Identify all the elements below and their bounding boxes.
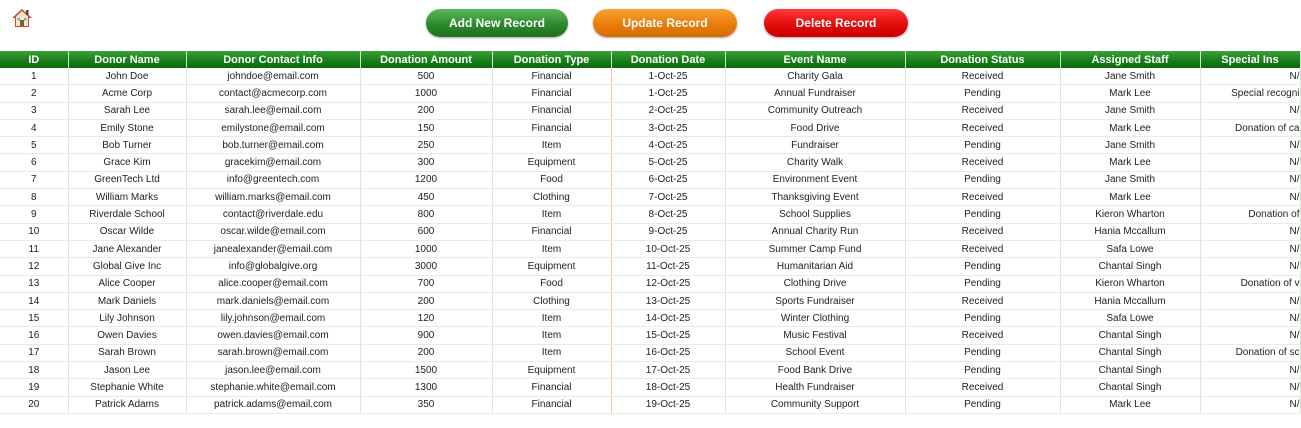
cell-event-name[interactable]: Annual Fundraiser: [725, 85, 905, 102]
cell-assigned-staff[interactable]: Mark Lee: [1060, 396, 1200, 413]
cell-assigned-staff[interactable]: Jane Smith: [1060, 171, 1200, 188]
cell-assigned-staff[interactable]: Safa Lowe: [1060, 240, 1200, 257]
cell-donor-name[interactable]: Grace Kim: [68, 154, 186, 171]
cell-donation-type[interactable]: Financial: [492, 396, 611, 413]
cell-donation-date[interactable]: 15-Oct-25: [611, 327, 725, 344]
cell-event-name[interactable]: Winter Clothing: [725, 310, 905, 327]
cell-special-instructions[interactable]: [1200, 223, 1300, 240]
cell-donation-amount[interactable]: 450: [360, 189, 492, 206]
cell-special-instructions[interactable]: [1200, 102, 1300, 119]
cell-donation-amount[interactable]: 900: [360, 327, 492, 344]
cell-id[interactable]: 20: [0, 396, 68, 413]
cell-donation-type[interactable]: Financial: [492, 68, 611, 85]
cell-special-instructions[interactable]: [1200, 396, 1300, 413]
table-row[interactable]: [0, 327, 1300, 344]
cell-donation-type[interactable]: Equipment: [492, 154, 611, 171]
cell-text: N/: [1289, 364, 1300, 376]
cell-donation-amount[interactable]: 120: [360, 310, 492, 327]
table-row[interactable]: [0, 258, 1300, 275]
cell-special-instructions[interactable]: [1200, 292, 1300, 309]
cell-donor-name[interactable]: Riverdale School: [68, 206, 186, 223]
cell-donation-type[interactable]: Item: [492, 137, 611, 154]
cell-donation-amount[interactable]: 1000: [360, 85, 492, 102]
cell-event-name[interactable]: Fundraiser: [725, 137, 905, 154]
cell-assigned-staff[interactable]: Mark Lee: [1060, 85, 1200, 102]
cell-donation-amount[interactable]: 200: [360, 344, 492, 361]
table-row[interactable]: [0, 119, 1300, 136]
cell-donation-date[interactable]: 4-Oct-25: [611, 137, 725, 154]
cell-donation-date[interactable]: 17-Oct-25: [611, 362, 725, 379]
cell-donation-amount[interactable]: 700: [360, 275, 492, 292]
cell-donation-type[interactable]: Financial: [492, 223, 611, 240]
cell-donation-type[interactable]: Item: [492, 240, 611, 257]
cell-assigned-staff[interactable]: Hania Mccallum: [1060, 223, 1200, 240]
column-header-id[interactable]: ID: [0, 51, 68, 68]
delete-record-button[interactable]: Delete Record: [764, 9, 908, 37]
cell-donor-contact-info[interactable]: lily.johnson@email.com: [186, 310, 360, 327]
cell-id[interactable]: 16: [0, 327, 68, 344]
cell-donation-date[interactable]: 11-Oct-25: [611, 258, 725, 275]
cell-donation-type[interactable]: Financial: [492, 85, 611, 102]
cell-id[interactable]: 18: [0, 362, 68, 379]
cell-donation-amount[interactable]: 1200: [360, 171, 492, 188]
cell-event-name[interactable]: Food Bank Drive: [725, 362, 905, 379]
column-header-assigned-staff[interactable]: Assigned Staff: [1060, 51, 1200, 68]
cell-text: N/: [1289, 295, 1300, 307]
table-row[interactable]: [0, 362, 1300, 379]
cell-donation-type[interactable]: Item: [492, 344, 611, 361]
cell-special-instructions[interactable]: [1200, 327, 1300, 344]
cell-donation-type[interactable]: Clothing: [492, 292, 611, 309]
cell-donation-status[interactable]: Pending: [905, 258, 1060, 275]
cell-donation-date[interactable]: 12-Oct-25: [611, 275, 725, 292]
cell-donor-contact-info[interactable]: johndoe@email.com: [186, 68, 360, 85]
cell-donation-status[interactable]: Received: [905, 223, 1060, 240]
cell-donation-status[interactable]: Received: [905, 119, 1060, 136]
cell-assigned-staff[interactable]: Hania Mccallum: [1060, 292, 1200, 309]
cell-special-instructions[interactable]: [1200, 85, 1300, 102]
cell-donation-type[interactable]: Financial: [492, 379, 611, 396]
cell-donation-type[interactable]: Equipment: [492, 258, 611, 275]
table-row[interactable]: [0, 240, 1300, 257]
cell-donor-name[interactable]: GreenTech Ltd: [68, 171, 186, 188]
cell-event-name[interactable]: Food Drive: [725, 119, 905, 136]
cell-donation-status[interactable]: Received: [905, 240, 1060, 257]
cell-donation-status[interactable]: Received: [905, 189, 1060, 206]
cell-donation-status[interactable]: Received: [905, 327, 1060, 344]
cell-id[interactable]: 7: [0, 171, 68, 188]
cell-assigned-staff[interactable]: Kieron Wharton: [1060, 206, 1200, 223]
cell-assigned-staff[interactable]: Chantal Singh: [1060, 327, 1200, 344]
cell-donation-amount[interactable]: 800: [360, 206, 492, 223]
home-icon[interactable]: [11, 8, 33, 28]
cell-assigned-staff[interactable]: Chantal Singh: [1060, 258, 1200, 275]
cell-id[interactable]: 5: [0, 137, 68, 154]
cell-donation-date[interactable]: 5-Oct-25: [611, 154, 725, 171]
cell-id[interactable]: 2: [0, 85, 68, 102]
cell-special-instructions[interactable]: [1200, 171, 1300, 188]
cell-event-name[interactable]: Charity Gala: [725, 68, 905, 85]
cell-donation-amount[interactable]: 500: [360, 68, 492, 85]
cell-donation-date[interactable]: 13-Oct-25: [611, 292, 725, 309]
table-row[interactable]: [0, 396, 1300, 413]
cell-assigned-staff[interactable]: Jane Smith: [1060, 68, 1200, 85]
cell-donation-type[interactable]: Financial: [492, 102, 611, 119]
cell-donor-contact-info[interactable]: emilystone@email.com: [186, 119, 360, 136]
cell-donation-status[interactable]: Pending: [905, 362, 1060, 379]
cell-donor-contact-info[interactable]: william.marks@email.com: [186, 189, 360, 206]
table-row[interactable]: [0, 137, 1300, 154]
table-row[interactable]: [0, 344, 1300, 361]
cell-donation-amount[interactable]: 200: [360, 292, 492, 309]
cell-donor-contact-info[interactable]: contact@acmecorp.com: [186, 85, 360, 102]
cell-text: N/: [1289, 226, 1300, 238]
cell-id[interactable]: 9: [0, 206, 68, 223]
cell-event-name[interactable]: Charity Walk: [725, 154, 905, 171]
cell-id[interactable]: 11: [0, 240, 68, 257]
cell-donation-type[interactable]: Equipment: [492, 362, 611, 379]
table-row[interactable]: [0, 189, 1300, 206]
cell-id[interactable]: 6: [0, 154, 68, 171]
cell-donor-name[interactable]: Sarah Brown: [68, 344, 186, 361]
add-new-record-button[interactable]: Add New Record: [426, 9, 568, 37]
cell-donor-contact-info[interactable]: patrick.adams@email.com: [186, 396, 360, 413]
cell-id[interactable]: 4: [0, 119, 68, 136]
cell-event-name[interactable]: Community Outreach: [725, 102, 905, 119]
cell-donor-name[interactable]: Oscar Wilde: [68, 223, 186, 240]
cell-donation-amount[interactable]: 300: [360, 154, 492, 171]
cell-text: Donation of sc: [1235, 347, 1300, 359]
cell-assigned-staff[interactable]: Kieron Wharton: [1060, 275, 1200, 292]
cell-donor-contact-info[interactable]: jason.lee@email.com: [186, 362, 360, 379]
cell-donor-contact-info[interactable]: sarah.lee@email.com: [186, 102, 360, 119]
cell-id[interactable]: 15: [0, 310, 68, 327]
cell-donation-date[interactable]: 8-Oct-25: [611, 206, 725, 223]
cell-text: Donation of: [1248, 209, 1300, 221]
cell-event-name[interactable]: Community Support: [725, 396, 905, 413]
table-row[interactable]: [0, 292, 1300, 309]
cell-donation-status[interactable]: Pending: [905, 206, 1060, 223]
cell-event-name[interactable]: Thanksgiving Event: [725, 189, 905, 206]
cell-donor-contact-info[interactable]: sarah.brown@email.com: [186, 344, 360, 361]
table-row[interactable]: [0, 85, 1300, 102]
cell-donor-contact-info[interactable]: info@greentech.com: [186, 171, 360, 188]
cell-event-name[interactable]: School Supplies: [725, 206, 905, 223]
cell-text: Donation of v: [1240, 278, 1300, 290]
cell-donor-contact-info[interactable]: bob.turner@email.com: [186, 137, 360, 154]
cell-text: N/: [1289, 330, 1300, 342]
cell-event-name[interactable]: School Event: [725, 344, 905, 361]
cell-donation-status[interactable]: Received: [905, 68, 1060, 85]
cell-text: N/: [1289, 243, 1300, 255]
cell-event-name[interactable]: Health Fundraiser: [725, 379, 905, 396]
cell-donor-name[interactable]: Sarah Lee: [68, 102, 186, 119]
cell-donation-type[interactable]: Item: [492, 310, 611, 327]
table-row[interactable]: [0, 68, 1300, 85]
cell-special-instructions[interactable]: [1200, 68, 1300, 85]
cell-assigned-staff[interactable]: Mark Lee: [1060, 154, 1200, 171]
cell-special-instructions[interactable]: [1200, 119, 1300, 136]
cell-id[interactable]: 13: [0, 275, 68, 292]
cell-text: N/: [1289, 381, 1300, 393]
cell-id[interactable]: 8: [0, 189, 68, 206]
cell-donation-status[interactable]: Pending: [905, 344, 1060, 361]
cell-donor-name[interactable]: Jason Lee: [68, 362, 186, 379]
cell-event-name[interactable]: Humanitarian Aid: [725, 258, 905, 275]
cell-event-name[interactable]: Music Festival: [725, 327, 905, 344]
cell-id[interactable]: 10: [0, 223, 68, 240]
table-body: [0, 68, 1300, 413]
cell-donation-date[interactable]: 10-Oct-25: [611, 240, 725, 257]
column-header-donor-contact-info[interactable]: Donor Contact Info: [186, 51, 360, 68]
cell-event-name[interactable]: Sports Fundraiser: [725, 292, 905, 309]
cell-donor-name[interactable]: Stephanie White: [68, 379, 186, 396]
cell-donor-contact-info[interactable]: mark.daniels@email.com: [186, 292, 360, 309]
cell-donation-type[interactable]: Clothing: [492, 189, 611, 206]
cell-donation-date[interactable]: 18-Oct-25: [611, 379, 725, 396]
cell-id[interactable]: 14: [0, 292, 68, 309]
cell-event-name[interactable]: Annual Charity Run: [725, 223, 905, 240]
cell-special-instructions[interactable]: [1200, 344, 1300, 361]
cell-donation-amount[interactable]: 600: [360, 223, 492, 240]
cell-donor-contact-info[interactable]: oscar.wilde@email.com: [186, 223, 360, 240]
cell-special-instructions[interactable]: [1200, 275, 1300, 292]
cell-donor-name[interactable]: John Doe: [68, 68, 186, 85]
column-header-donation-amount[interactable]: Donation Amount: [360, 51, 492, 68]
cell-donation-date[interactable]: 6-Oct-25: [611, 171, 725, 188]
cell-donation-date[interactable]: 3-Oct-25: [611, 119, 725, 136]
cell-donation-date[interactable]: 14-Oct-25: [611, 310, 725, 327]
cell-donation-amount[interactable]: 150: [360, 119, 492, 136]
column-header-donation-type[interactable]: Donation Type: [492, 51, 611, 68]
cell-assigned-staff[interactable]: Chantal Singh: [1060, 379, 1200, 396]
column-header-donation-status[interactable]: Donation Status: [905, 51, 1060, 68]
cell-special-instructions[interactable]: [1200, 206, 1300, 223]
cell-assigned-staff[interactable]: Chantal Singh: [1060, 344, 1200, 361]
cell-donation-date[interactable]: 7-Oct-25: [611, 189, 725, 206]
cell-donor-contact-info[interactable]: alice.cooper@email.com: [186, 275, 360, 292]
cell-special-instructions[interactable]: [1200, 189, 1300, 206]
cell-donation-status[interactable]: Pending: [905, 310, 1060, 327]
cell-donor-name[interactable]: Patrick Adams: [68, 396, 186, 413]
table-row[interactable]: [0, 206, 1300, 223]
cell-special-instructions[interactable]: [1200, 154, 1300, 171]
cell-special-instructions[interactable]: [1200, 379, 1300, 396]
cell-text: N/: [1289, 157, 1300, 169]
cell-donation-status[interactable]: Pending: [905, 275, 1060, 292]
cell-donation-amount[interactable]: 1500: [360, 362, 492, 379]
cell-donation-type[interactable]: Food: [492, 171, 611, 188]
cell-donor-name[interactable]: Lily Johnson: [68, 310, 186, 327]
cell-donation-amount[interactable]: 250: [360, 137, 492, 154]
cell-donor-contact-info[interactable]: gracekim@email.com: [186, 154, 360, 171]
cell-donor-name[interactable]: Acme Corp: [68, 85, 186, 102]
cell-donation-status[interactable]: Received: [905, 292, 1060, 309]
cell-donation-type[interactable]: Food: [492, 275, 611, 292]
cell-donation-type[interactable]: Item: [492, 327, 611, 344]
cell-donation-type[interactable]: Financial: [492, 119, 611, 136]
cell-event-name[interactable]: Summer Camp Fund: [725, 240, 905, 257]
cell-donor-contact-info[interactable]: janealexander@email.com: [186, 240, 360, 257]
cell-donation-date[interactable]: 16-Oct-25: [611, 344, 725, 361]
table-row[interactable]: [0, 379, 1300, 396]
cell-donor-contact-info[interactable]: stephanie.white@email.com: [186, 379, 360, 396]
cell-donation-amount[interactable]: 350: [360, 396, 492, 413]
cell-donor-name[interactable]: Owen Davies: [68, 327, 186, 344]
cell-special-instructions[interactable]: [1200, 310, 1300, 327]
cell-donor-name[interactable]: Alice Cooper: [68, 275, 186, 292]
cell-donation-status[interactable]: Pending: [905, 171, 1060, 188]
table-row[interactable]: [0, 223, 1300, 240]
cell-text: Donation of ca: [1235, 122, 1300, 134]
cell-donation-date[interactable]: 9-Oct-25: [611, 223, 725, 240]
cell-id[interactable]: 19: [0, 379, 68, 396]
column-header-event-name[interactable]: Event Name: [725, 51, 905, 68]
cell-text: N/: [1289, 139, 1300, 151]
cell-assigned-staff[interactable]: Safa Lowe: [1060, 310, 1200, 327]
cell-text: N/: [1289, 399, 1300, 411]
cell-text: N/: [1289, 105, 1300, 117]
cell-donor-name[interactable]: Jane Alexander: [68, 240, 186, 257]
cell-donation-amount[interactable]: 3000: [360, 258, 492, 275]
update-record-button[interactable]: Update Record: [593, 9, 737, 37]
cell-assigned-staff[interactable]: Mark Lee: [1060, 189, 1200, 206]
cell-assigned-staff[interactable]: Jane Smith: [1060, 137, 1200, 154]
cell-id[interactable]: 17: [0, 344, 68, 361]
cell-donation-status[interactable]: Received: [905, 102, 1060, 119]
cell-special-instructions[interactable]: [1200, 362, 1300, 379]
cell-donor-name[interactable]: William Marks: [68, 189, 186, 206]
cell-donation-amount[interactable]: 200: [360, 102, 492, 119]
cell-text: Special recogni: [1231, 87, 1300, 99]
cell-text: N/: [1289, 174, 1300, 186]
cell-donation-date[interactable]: 1-Oct-25: [611, 85, 725, 102]
table-row[interactable]: [0, 102, 1300, 119]
table-row[interactable]: [0, 275, 1300, 292]
cell-text: N/: [1289, 70, 1300, 82]
cell-assigned-staff[interactable]: Jane Smith: [1060, 102, 1200, 119]
cell-special-instructions[interactable]: [1200, 258, 1300, 275]
cell-donation-date[interactable]: 2-Oct-25: [611, 102, 725, 119]
cell-donor-contact-info[interactable]: info@globalgive.org: [186, 258, 360, 275]
cell-donor-name[interactable]: Bob Turner: [68, 137, 186, 154]
cell-donor-name[interactable]: Mark Daniels: [68, 292, 186, 309]
cell-donor-name[interactable]: Emily Stone: [68, 119, 186, 136]
cell-donation-type[interactable]: Item: [492, 206, 611, 223]
table-row[interactable]: [0, 310, 1300, 327]
cell-donation-status[interactable]: Pending: [905, 85, 1060, 102]
column-header-donor-name[interactable]: Donor Name: [68, 51, 186, 68]
cell-donation-status[interactable]: Pending: [905, 396, 1060, 413]
table-header-row: [0, 51, 1300, 68]
cell-donation-date[interactable]: 19-Oct-25: [611, 396, 725, 413]
table-row[interactable]: [0, 171, 1300, 188]
cell-donor-name[interactable]: Global Give Inc: [68, 258, 186, 275]
donations-table: [0, 51, 1301, 414]
cell-donation-status[interactable]: Received: [905, 154, 1060, 171]
cell-donation-date[interactable]: 1-Oct-25: [611, 68, 725, 85]
cell-text: N/: [1289, 191, 1300, 203]
table-row[interactable]: [0, 154, 1300, 171]
cell-special-instructions[interactable]: [1200, 240, 1300, 257]
column-header-special-instructions[interactable]: Special Ins: [1200, 51, 1300, 68]
cell-donation-amount[interactable]: 1300: [360, 379, 492, 396]
cell-id[interactable]: 1: [0, 68, 68, 85]
cell-donation-status[interactable]: Pending: [905, 137, 1060, 154]
column-header-donation-date[interactable]: Donation Date: [611, 51, 725, 68]
cell-donor-contact-info[interactable]: contact@riverdale.edu: [186, 206, 360, 223]
cell-donation-status[interactable]: Received: [905, 379, 1060, 396]
cell-donation-amount[interactable]: 1000: [360, 240, 492, 257]
cell-event-name[interactable]: Clothing Drive: [725, 275, 905, 292]
cell-assigned-staff[interactable]: Mark Lee: [1060, 119, 1200, 136]
cell-id[interactable]: 12: [0, 258, 68, 275]
cell-event-name[interactable]: Environment Event: [725, 171, 905, 188]
cell-assigned-staff[interactable]: Chantal Singh: [1060, 362, 1200, 379]
cell-special-instructions[interactable]: [1200, 137, 1300, 154]
cell-text: N/: [1289, 312, 1300, 324]
cell-donor-contact-info[interactable]: owen.davies@email.com: [186, 327, 360, 344]
cell-id[interactable]: 3: [0, 102, 68, 119]
cell-text: N/: [1289, 260, 1300, 272]
